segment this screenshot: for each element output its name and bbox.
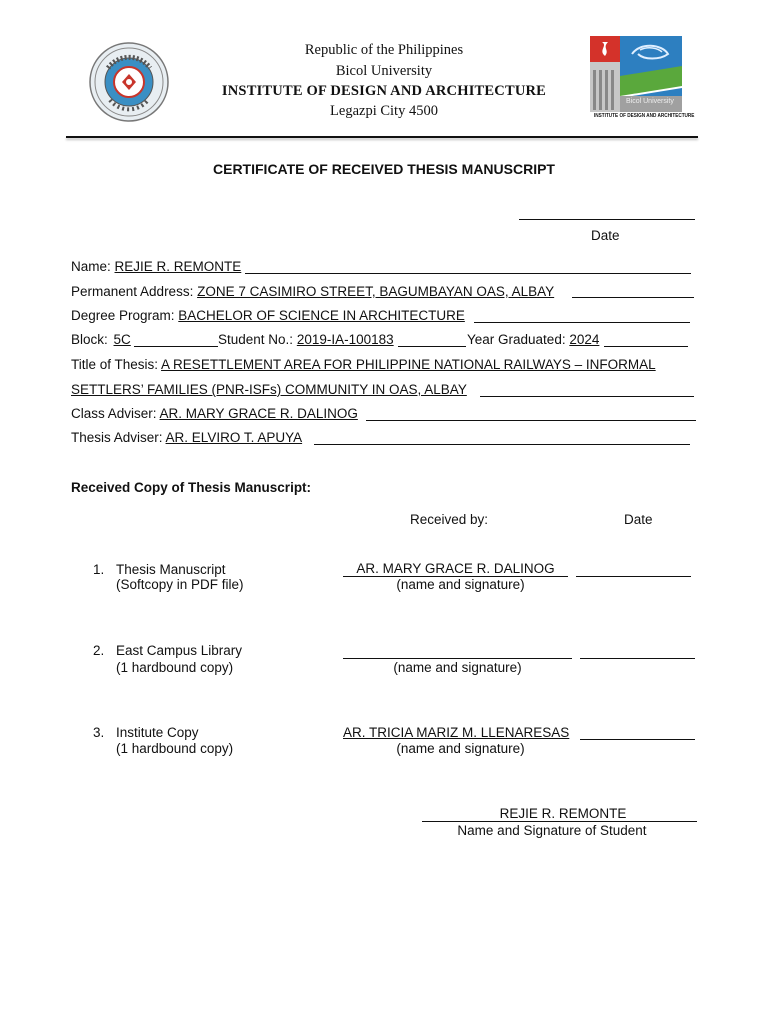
logo-institute-text: INSTITUTE OF DESIGN AND ARCHITECTURE bbox=[594, 113, 695, 119]
block-field bbox=[71, 332, 131, 347]
address-label: Permanent Address: bbox=[71, 284, 198, 299]
item-2-date-line bbox=[580, 658, 695, 659]
document-title: CERTIFICATE OF RECEIVED THESIS MANUSCRIPT bbox=[213, 161, 555, 177]
degree-label: Degree Program: bbox=[71, 308, 179, 323]
logo-bicol-text: Bicol University bbox=[626, 98, 674, 105]
name-label: Name: bbox=[71, 259, 115, 274]
student-no-field bbox=[218, 332, 394, 347]
thesis-title-continued bbox=[71, 382, 467, 397]
student-no-label: Student No.: bbox=[218, 332, 297, 347]
item-1-number: 1. bbox=[93, 562, 105, 577]
item-1-title: Thesis Manuscript bbox=[116, 562, 226, 577]
name-field bbox=[71, 259, 241, 274]
address-line bbox=[572, 297, 694, 298]
year-line bbox=[604, 346, 688, 347]
degree-field bbox=[71, 308, 465, 323]
name-value: REJIE R. REMONTE bbox=[114, 259, 242, 274]
item-2-sub: (1 hardbound copy) bbox=[116, 660, 234, 675]
thesis-title-line1: A RESETTLEMENT AREA FOR PHILIPPINE NATIONAL RAILWAYS – INFORMAL bbox=[161, 357, 656, 372]
header-institute: INSTITUTE OF DESIGN AND ARCHITECTURE bbox=[221, 83, 547, 99]
year-value: 2024 bbox=[569, 332, 600, 347]
item-3-sig-label: (name and signature) bbox=[396, 741, 525, 756]
address-value: ZONE 7 CASIMIRO STREET, BAGUMBAYAN OAS, ALBAY bbox=[197, 284, 555, 299]
header-divider bbox=[66, 136, 698, 138]
student-no-value: 2019-IA-100183 bbox=[296, 332, 394, 347]
student-signature-line bbox=[422, 821, 697, 822]
item-2-sig-label: (name and signature) bbox=[393, 660, 522, 675]
class-adviser-value: AR. MARY GRACE R. DALINOG bbox=[159, 406, 358, 421]
institute-logo bbox=[590, 36, 695, 122]
item-3-receiver: AR. TRICIA MARIZ M. LLENARESAS bbox=[343, 725, 570, 740]
degree-value: BACHELOR OF SCIENCE IN ARCHITECTURE bbox=[178, 308, 465, 323]
item-1-receiver: AR. MARY GRACE R. DALINOG bbox=[356, 561, 555, 576]
item-2-title: East Campus Library bbox=[116, 643, 243, 658]
year-label: Year Graduated: bbox=[467, 332, 570, 347]
degree-line bbox=[474, 322, 690, 323]
student-no-line bbox=[398, 346, 466, 347]
item-1-date-line bbox=[576, 576, 691, 577]
address-field bbox=[71, 284, 554, 299]
thesis-title-line bbox=[480, 396, 694, 397]
block-line bbox=[134, 346, 218, 347]
thesis-title-label: Title of Thesis: bbox=[71, 357, 162, 372]
class-adviser-line bbox=[366, 420, 696, 421]
item-3-number: 3. bbox=[93, 725, 105, 740]
date-line bbox=[519, 219, 695, 220]
header-university: Bicol University bbox=[335, 63, 433, 79]
item-3-sub: (1 hardbound copy) bbox=[116, 741, 234, 756]
year-field bbox=[467, 332, 599, 347]
block-value: 5C bbox=[113, 332, 131, 347]
thesis-adviser-line bbox=[314, 444, 690, 445]
student-signature-label: Name and Signature of Student bbox=[457, 823, 647, 838]
header-republic: Republic of the Philippines bbox=[304, 42, 464, 58]
item-2-number: 2. bbox=[93, 643, 105, 658]
received-by-label: Received by: bbox=[410, 512, 489, 527]
name-line bbox=[245, 273, 691, 274]
thesis-adviser-label: Thesis Adviser: bbox=[71, 430, 166, 445]
date-label: Date bbox=[591, 228, 620, 243]
student-signature-name: REJIE R. REMONTE bbox=[499, 806, 627, 821]
class-adviser-label: Class Adviser: bbox=[71, 406, 160, 421]
item-1-sub: (Softcopy in PDF file) bbox=[116, 577, 244, 592]
thesis-title-line2: SETTLERS’ FAMILIES (PNR-ISFs) COMMUNITY IN OAS, ALBAY bbox=[71, 382, 467, 397]
thesis-title-field bbox=[71, 357, 656, 372]
item-3-date-line bbox=[580, 739, 695, 740]
thesis-adviser-value: AR. ELVIRO T. APUYA bbox=[165, 430, 303, 445]
thesis-adviser-field bbox=[71, 430, 302, 445]
block-label: Block: bbox=[71, 332, 112, 347]
item-1-sig-label: (name and signature) bbox=[396, 577, 525, 592]
received-date-label: Date bbox=[624, 512, 653, 527]
item-3-title: Institute Copy bbox=[116, 725, 199, 740]
header-city: Legazpi City 4500 bbox=[330, 103, 438, 119]
received-heading: Received Copy of Thesis Manuscript: bbox=[71, 480, 312, 495]
class-adviser-field bbox=[71, 406, 358, 421]
item-2-receiver-line bbox=[343, 658, 572, 659]
